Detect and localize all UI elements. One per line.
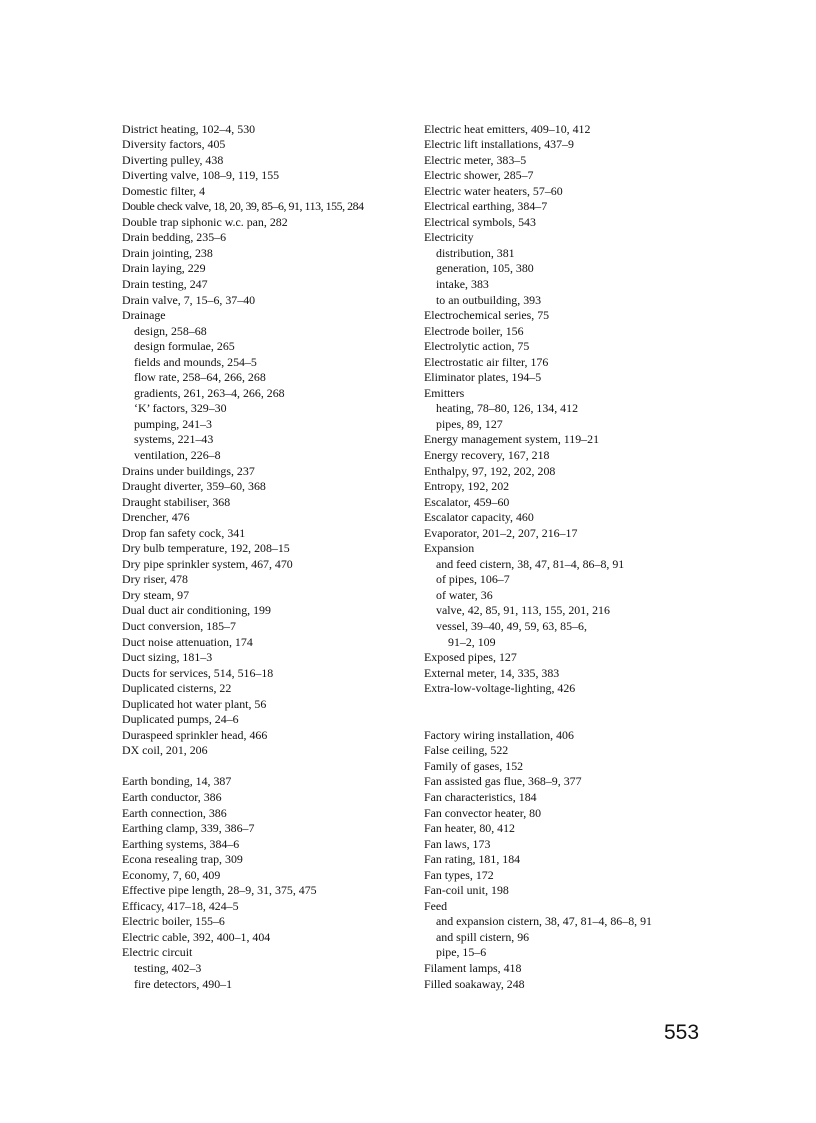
- index-subentry: pipe, 15–6: [436, 945, 487, 960]
- index-entry: Electrochemical series, 75: [424, 308, 550, 323]
- index-subentry: distribution, 381: [436, 245, 515, 260]
- index-entry: Drain bedding, 235–6: [122, 230, 227, 245]
- index-subentry: pumping, 241–3: [134, 416, 212, 431]
- index-subentry: 91–2, 109: [448, 634, 496, 649]
- index-entry: Electrical symbols, 543: [424, 214, 536, 229]
- index-entry: Duraspeed sprinkler head, 466: [122, 727, 268, 742]
- index-entry: Filled soakaway, 248: [424, 976, 525, 991]
- index-entry: Entropy, 192, 202: [424, 479, 510, 494]
- index-entry: Emitters: [424, 385, 465, 400]
- index-subentry: testing, 402–3: [134, 961, 202, 976]
- index-entry: Drain valve, 7, 15–6, 37–40: [122, 292, 256, 307]
- index-subentry: design, 258–68: [134, 323, 207, 338]
- index-entry: Fan convector heater, 80: [424, 805, 542, 820]
- index-subentry: to an outbuilding, 393: [436, 292, 542, 307]
- index-entry: Duplicated pumps, 24–6: [122, 712, 239, 727]
- index-subentry: flow rate, 258–64, 266, 268: [134, 370, 266, 385]
- index-subentry: design formulae, 265: [134, 339, 235, 354]
- index-subentry: of water, 36: [436, 587, 493, 602]
- index-entry: Drencher, 476: [122, 510, 190, 525]
- index-entry: Feed: [424, 898, 448, 913]
- index-entry: Factory wiring installation, 406: [424, 727, 574, 742]
- index-entry: Fan laws, 173: [424, 836, 491, 851]
- index-entry: Electrostatic air filter, 176: [424, 354, 549, 369]
- index-entry: Earthing systems, 384–6: [122, 836, 240, 851]
- index-column-left: [122, 122, 412, 993]
- index-entry: Energy recovery, 167, 218: [424, 447, 550, 462]
- index-entry: Duplicated hot water plant, 56: [122, 696, 267, 711]
- index-entry: Economy, 7, 60, 409: [122, 867, 221, 882]
- index-entry: Diversity factors, 405: [122, 137, 226, 152]
- index-entry: Energy management system, 119–21: [424, 432, 600, 447]
- index-subentry: heating, 78–80, 126, 134, 412: [436, 401, 579, 416]
- index-subentry: and spill cistern, 96: [436, 929, 530, 944]
- index-entry: Electric cable, 392, 400–1, 404: [122, 929, 271, 944]
- index-entry: Drain jointing, 238: [122, 245, 213, 260]
- index-entry: External meter, 14, 335, 383: [424, 665, 560, 680]
- index-entry: Ducts for services, 514, 516–18: [122, 665, 274, 680]
- index-entry: Drainage: [122, 308, 166, 323]
- index-entry: Diverting valve, 108–9, 119, 155: [122, 168, 280, 183]
- index-entry: Exposed pipes, 127: [424, 650, 517, 665]
- index-entry: Extra-low-voltage-lighting, 426: [424, 681, 576, 696]
- index-entry: Electric boiler, 155–6: [122, 914, 225, 929]
- index-subentry: gradients, 261, 263–4, 266, 268: [134, 385, 285, 400]
- index-entry: Filament lamps, 418: [424, 961, 522, 976]
- index-entry: Drains under buildings, 237: [122, 463, 255, 478]
- index-subentry: pipes, 89, 127: [436, 416, 503, 431]
- index-entry: Enthalpy, 97, 192, 202, 208: [424, 463, 556, 478]
- index-entry: Fan types, 172: [424, 867, 494, 882]
- index-entry: Earth connection, 386: [122, 805, 227, 820]
- index-entry: Fan heater, 80, 412: [424, 821, 515, 836]
- index-entry: Electric heat emitters, 409–10, 412: [424, 121, 591, 136]
- index-entry: Double check valve, 18, 20, 39, 85–6, 91, 113, 155, 284: [122, 199, 364, 214]
- index-entry: Evaporator, 201–2, 207, 216–17: [424, 525, 578, 540]
- index-subentry: fields and mounds, 254–5: [134, 354, 257, 369]
- index-entry: Double trap siphonic w.c. pan, 282: [122, 214, 288, 229]
- index-entry: Dry steam, 97: [122, 587, 190, 602]
- index-entry: Expansion: [424, 541, 475, 556]
- index-entry: Electricity: [424, 230, 474, 245]
- index-subentry: systems, 221–43: [134, 432, 214, 447]
- index-entry: Electric meter, 383–5: [424, 152, 527, 167]
- index-subentry: of pipes, 106–7: [436, 572, 510, 587]
- index-entry: Escalator, 459–60: [424, 494, 510, 509]
- index-entry: Electric shower, 285–7: [424, 168, 534, 183]
- index-entry: Dual duct air conditioning, 199: [122, 603, 271, 618]
- index-subentry: and feed cistern, 38, 47, 81–4, 86–8, 91: [436, 556, 625, 571]
- index-entry: Fan characteristics, 184: [424, 790, 537, 805]
- index-entry: Dry riser, 478: [122, 572, 188, 587]
- index-entry: Electric lift installations, 437–9: [424, 137, 574, 152]
- index-entry: Duct sizing, 181–3: [122, 650, 213, 665]
- index-entry: Escalator capacity, 460: [424, 510, 534, 525]
- index-section-gap: [424, 712, 714, 728]
- index-entry: False ceiling, 522: [424, 743, 509, 758]
- index-entry: Duct conversion, 185–7: [122, 619, 236, 633]
- index-subentry: fire detectors, 490–1: [134, 976, 233, 991]
- index-section-gap: [122, 759, 412, 775]
- index-entry: Earth bonding, 14, 387: [122, 774, 232, 789]
- index-entry: Diverting pulley, 438: [122, 152, 224, 167]
- index-entry: Earth conductor, 386: [122, 790, 222, 805]
- index-subentry: generation, 105, 380: [436, 261, 534, 276]
- index-entry: Drain testing, 247: [122, 276, 208, 291]
- index-entry: Domestic filter, 4: [122, 183, 206, 198]
- index-subentry: vessel, 39–40, 49, 59, 63, 85–6,: [436, 619, 587, 633]
- index-entry: Electrolytic action, 75: [424, 339, 530, 354]
- index-entry: Electrical earthing, 384–7: [424, 199, 548, 214]
- index-subentry: ‘K’ factors, 329–30: [134, 401, 227, 416]
- index-entry: District heating, 102–4, 530: [122, 121, 256, 136]
- index-entry: Duct noise attenuation, 174: [122, 634, 253, 649]
- index-entry: Earthing clamp, 339, 386–7: [122, 821, 255, 836]
- index-entry: Econa resealing trap, 309: [122, 852, 243, 867]
- index-entry: Dry bulb temperature, 192, 208–15: [122, 541, 290, 556]
- index-entry: Duplicated cisterns, 22: [122, 681, 232, 696]
- index-entry: Fan-coil unit, 198: [424, 883, 509, 898]
- index-entry: Effective pipe length, 28–9, 31, 375, 475: [122, 883, 317, 898]
- index-subentry: and expansion cistern, 38, 47, 81–4, 86–8, 91: [436, 914, 652, 929]
- index-entry: Family of gases, 152: [424, 758, 524, 773]
- index-subentry: valve, 42, 85, 91, 113, 155, 201, 216: [436, 603, 610, 618]
- index-entry: Efficacy, 417–18, 424–5: [122, 898, 239, 913]
- index-column-right: [424, 122, 714, 993]
- index-subentry: ventilation, 226–8: [134, 447, 221, 462]
- index-entry: Electrode boiler, 156: [424, 323, 524, 338]
- index-section-gap: [424, 697, 714, 713]
- index-entry: Fan rating, 181, 184: [424, 852, 521, 867]
- index-entry: Electric water heaters, 57–60: [424, 183, 563, 198]
- index-entry: Draught stabiliser, 368: [122, 494, 231, 509]
- index-entry: DX coil, 201, 206: [122, 743, 208, 758]
- index-entry: Drop fan safety cock, 341: [122, 525, 246, 540]
- index-entry: Dry pipe sprinkler system, 467, 470: [122, 556, 293, 571]
- index-entry: Electric circuit: [122, 945, 193, 960]
- index-entry: Drain laying, 229: [122, 261, 206, 276]
- index-entry: Eliminator plates, 194–5: [424, 370, 542, 385]
- index-entry: Fan assisted gas flue, 368–9, 377: [424, 774, 582, 789]
- index-subentry: intake, 383: [436, 276, 489, 291]
- page-number: 553: [664, 1021, 700, 1044]
- index-entry: Draught diverter, 359–60, 368: [122, 479, 266, 494]
